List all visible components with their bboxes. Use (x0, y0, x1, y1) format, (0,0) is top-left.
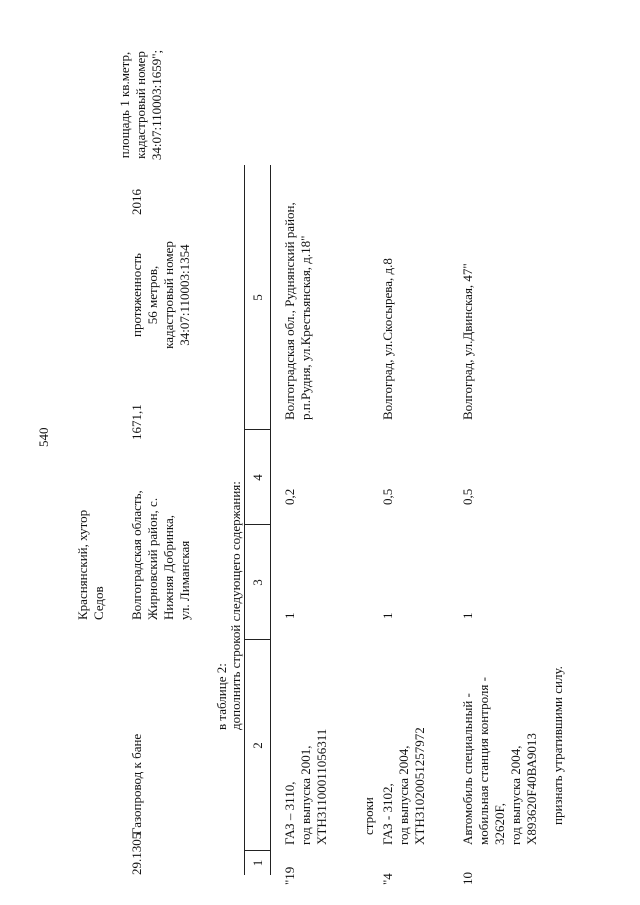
row-10-value: 0,5 (460, 488, 475, 505)
row-19-address-line-2: р.п.Рудня, ул.Крестьянская, д.18" (298, 235, 313, 420)
entry-name: Газопровод к бане (129, 733, 144, 835)
area-line-2: кадастровый номер (133, 51, 148, 159)
instruction-rows-label: строки (361, 797, 376, 835)
row-4-quantity: 1 (380, 612, 395, 619)
row-4-name-line-3: ХТН31020051257972 (412, 727, 427, 845)
location-continuation-line-2: Седов (91, 586, 106, 620)
entry-desc-line-3: кадастровый номер (161, 241, 176, 349)
entry-value: 1671,1 (129, 404, 144, 440)
row-19-number: "19 (282, 866, 297, 885)
entry-address-line-3: Нижняя Добринка, (161, 514, 176, 620)
row-4-name-line-1: ГАЗ - 3102, (380, 783, 395, 845)
row-10-name-line-4: год выпуска 2004, (508, 745, 523, 845)
row-4-address-line-1: Волгоград, ул.Скосырева, д.8 (380, 258, 395, 420)
table-header-col-4: 4 (250, 474, 265, 481)
entry-number: 29.1305 (129, 832, 144, 875)
row-4-value: 0,5 (380, 488, 395, 505)
area-line-1: площадь 1 кв.метр, (117, 51, 132, 159)
row-19-quantity: 1 (282, 612, 297, 619)
row-10-number: 10 (460, 872, 475, 885)
row-10-name-line-5: Х893620F40ВА9013 (524, 733, 539, 845)
table-line-header-bottom (270, 165, 271, 875)
instruction-declare-invalid: признать утратившими силу. (550, 666, 565, 825)
entry-address-line-1: Волгоградская область, (129, 490, 144, 620)
entry-address-line-4: ул. Лиманская (177, 540, 192, 620)
area-line-3: 34:07:110003:1659"; (149, 49, 164, 161)
row-10-address-line-1: Волгоград, ул.Двинская, 47" (460, 263, 475, 420)
entry-address-line-2: Жирновский район, с. (145, 497, 160, 620)
row-10-name-line-3: 32620F, (492, 803, 507, 845)
row-4-name-line-2: год выпуска 2004, (396, 745, 411, 845)
row-10-name-line-2: мобильная станция контроля - (476, 677, 491, 845)
row-19-address-line-1: Волгоградская обл., Руднянский район, (282, 202, 297, 420)
table-header-col-5: 5 (250, 294, 265, 301)
instruction-in-table: в таблице 2: (214, 663, 229, 730)
table-header-col-1: 1 (250, 859, 265, 867)
entry-year: 2016 (129, 189, 144, 215)
row-19-name-line-1: ГАЗ – 3110, (282, 781, 297, 845)
row-10-name-line-1: Автомобиль специальный - (460, 693, 475, 845)
table-line-top (244, 165, 245, 875)
row-19-name-line-3: ХТН31100011056311 (314, 728, 329, 845)
entry-desc-line-2: 56 метров, (145, 265, 160, 325)
table-header-col-2: 2 (250, 742, 265, 749)
row-19-name-line-2: год выпуска 2001, (298, 745, 313, 845)
row-19-value: 0,2 (282, 488, 297, 505)
entry-desc-line-1: протяженность (129, 253, 144, 337)
page-number: 540 (36, 427, 51, 447)
instruction-add-row: дополнить строкой следующего содержания: (228, 481, 243, 730)
table-header-col-3: 3 (250, 579, 265, 586)
location-continuation-line-1: Краснянский, хутор (75, 509, 90, 620)
row-10-quantity: 1 (460, 612, 475, 619)
entry-desc-line-4: 34:07:110003:1354 (177, 244, 192, 346)
row-4-number: "4 (380, 873, 395, 885)
